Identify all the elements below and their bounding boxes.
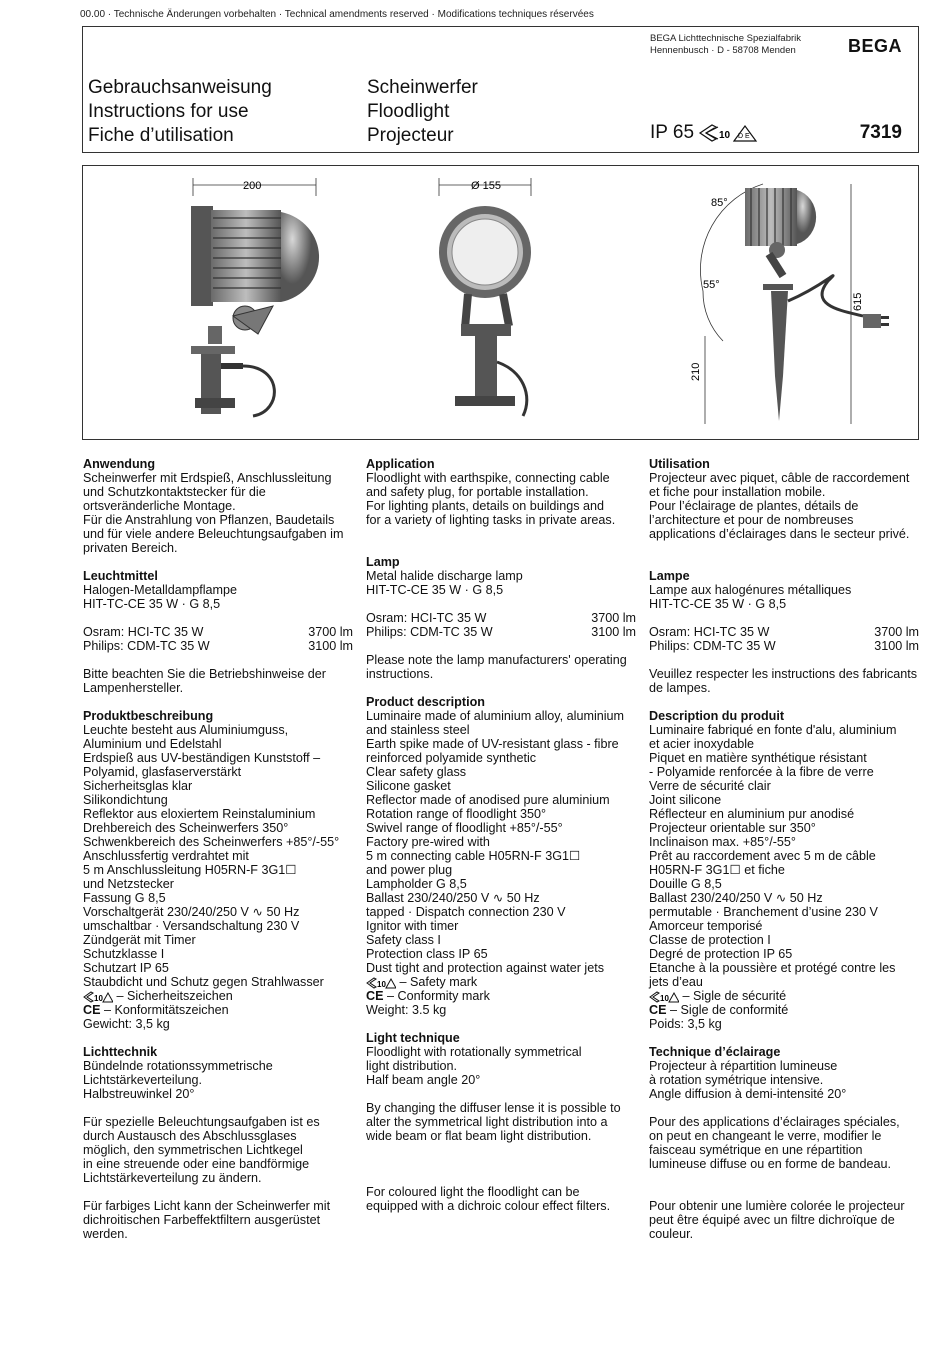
safety-mark-label: – Sicherheitszeichen xyxy=(116,989,233,1003)
ce-mark-line xyxy=(366,989,636,1003)
section-title: Lichttechnik xyxy=(83,1045,158,1059)
header-box xyxy=(82,26,919,153)
weight: Poids: 3,5 kg xyxy=(649,1017,722,1031)
company-name: BEGA Lichttechnische Spezialfabrik xyxy=(650,33,802,44)
angle-up: 85° xyxy=(711,197,728,209)
lamp-lumen: 3100 lm xyxy=(874,639,919,653)
section-text: Bündelnde rotationssymmetrische Lichtstärkeverteilung. Halbstreuwinkel 20° xyxy=(83,1059,273,1101)
dim-diameter: Ø 155 xyxy=(471,180,501,192)
lamp-lumen: 3700 lm xyxy=(591,611,636,625)
section-text: Für spezielle Beleuchtungsaufgaben ist es durch Austausch des Abschlussglases möglich, den symmetrischen Lichtkegel in eine streuende oder eine bandförmige Lichtstärkeverteilung zu ändern. xyxy=(83,1115,320,1185)
revision-line: 00.00 · Technische Änderungen vorbehalten · Technical amendments reserved · Modifications techniques réservées xyxy=(80,9,594,20)
lamp-name: Philips: CDM-TC 35 W xyxy=(366,625,493,639)
column-en xyxy=(366,457,636,1227)
section-title: Anwendung xyxy=(83,457,156,471)
svg-text:10: 10 xyxy=(660,993,669,1003)
section-title: Produktbeschreibung xyxy=(83,709,214,723)
doc-title-fr: Fiche d’utilisation xyxy=(88,125,234,146)
section-text: Pour obtenir une lumière colorée le projecteur peut être équipé avec un filtre dichroïque de couleur. xyxy=(649,1199,905,1241)
product-title-de: Scheinwerfer xyxy=(367,77,478,98)
column-fr xyxy=(649,457,919,1255)
weight: Weight: 3.5 kg xyxy=(366,1003,447,1017)
section-text: By changing the diffuser lense it is possible to alter the symmetrical light distribution into a wide beam or flat beam light distribution. xyxy=(366,1101,621,1143)
section-text: Pour des applications d’éclairages spéciales, on peut en changeant le verre, modifier le faisceau symétrique en une répartition lumineuse diffuse ou en forme de bandeau. xyxy=(649,1115,900,1171)
section-text: Halogen-Metalldampflampe HIT-TC-CE 35 W · G 8,5 xyxy=(83,583,238,611)
safety-mark-icon xyxy=(649,991,679,1003)
doc-title-en: Instructions for use xyxy=(88,101,249,122)
safety-mark-icon xyxy=(83,991,113,1003)
section-text: Luminaire made of aluminium alloy, aluminium and stainless steel Earth spike made of UV-resistant glass - fibre reinforced polyamide synthetic Clear safety glass Silicone gasket Reflector made of anodised pure aluminium Rotation range of floodlight 350° Swivel range of floodlight +85°/-55° Factory pre-wired with 5 m connecting cable H05RN-F 3G1☐ and power plug Lampholder G 8,5 Ballast 230/240/250 V ∿ 50 Hz tapped · Dispatch connection 230 V Ignitor with timer Safety class I Protection class IP 65 Dust tight and protection against water jets xyxy=(366,709,625,975)
section-title: Description du produit xyxy=(649,709,785,723)
front-view xyxy=(439,178,531,416)
lamp-row xyxy=(83,639,353,653)
ip-rating: IP 65 xyxy=(650,122,695,143)
ce-mark-icon: CE xyxy=(83,1003,101,1017)
ce-mark-label: – Konformitätszeichen xyxy=(104,1003,229,1017)
lamp-row xyxy=(366,625,636,639)
angle-down: 55° xyxy=(703,279,720,291)
lamp-lumen: 3700 lm xyxy=(308,625,353,639)
section-title: Lampe xyxy=(649,569,690,583)
safety-mark-icon xyxy=(698,123,760,143)
angled-view xyxy=(690,184,889,424)
company-address xyxy=(650,33,801,57)
dim-width: 200 xyxy=(243,180,262,192)
article-number: 7319 xyxy=(859,122,902,143)
weight: Gewicht: 3,5 kg xyxy=(83,1017,170,1031)
brand-logo: BEGA xyxy=(847,36,902,56)
safety-mark-number: 10 xyxy=(719,130,731,141)
section-text: Für farbiges Licht kann der Scheinwerfer mit dichroitischen Farbeffektfiltern ausgerüstet werden. xyxy=(83,1199,331,1241)
svg-text:10: 10 xyxy=(94,993,103,1003)
de-mark: D E xyxy=(738,133,750,140)
lamp-lumen: 3700 lm xyxy=(874,625,919,639)
section-text: Lampe aux halogénures métalliques HIT-TC-CE 35 W · G 8,5 xyxy=(649,583,852,611)
section-text: For coloured light the floodlight can be equipped with a dichroic colour effect filters. xyxy=(366,1185,611,1213)
side-view xyxy=(191,178,319,416)
lamp-row xyxy=(649,625,919,639)
doc-title-de: Gebrauchsanweisung xyxy=(88,77,272,98)
ce-mark-label: – Conformity mark xyxy=(387,989,490,1003)
section-text: Metal halide discharge lamp HIT-TC-CE 35 W · G 8,5 xyxy=(366,569,523,597)
safety-mark-line xyxy=(366,975,636,989)
safety-mark-line xyxy=(83,989,353,1003)
safety-mark-line xyxy=(649,989,919,1003)
safety-mark-label: – Safety mark xyxy=(399,975,478,989)
section-text: Luminaire fabriqué en fonte d'alu, aluminium et acier inoxydable Piquet en matière synthétique résistant - Polyamide renforcée à la fibre de verre Verre de sécurité clair Joint silicone Réflecteur en aluminium pur anodisé Projecteur orientable sur 350° Inclinaison max. +85°/-55° Prêt au raccordement avec 5 m de câble H05RN-F 3G1☐ et fiche Douille G 8,5 Ballast 230/240/250 V ∿ 50 Hz permutable · Branchement d’usine 230 V Amorceur temporisé Classe de protection I Degré de protection IP 65 Etanche à la poussière et protégé contre les jets d’eau xyxy=(649,723,897,989)
lamp-name: Osram: HCI-TC 35 W xyxy=(649,625,770,639)
ce-mark-icon: CE xyxy=(649,1003,667,1017)
ce-mark-line xyxy=(649,1003,919,1017)
drawing-canvas xyxy=(83,166,920,441)
lamp-row xyxy=(366,611,636,625)
section-title: Light technique xyxy=(366,1031,460,1045)
section-text: Please note the lamp manufacturers' operating instructions. xyxy=(366,653,627,681)
section-text: Veuillez respecter les instructions des fabricants de lampes. xyxy=(649,667,918,695)
lamp-row xyxy=(649,639,919,653)
product-title xyxy=(367,76,478,148)
lamp-name: Osram: HCI-TC 35 W xyxy=(83,625,204,639)
safety-mark-label: – Sigle de sécurité xyxy=(682,989,787,1003)
section-text: Floodlight with rotationally symmetrical light distribution. Half beam angle 20° xyxy=(366,1045,582,1087)
section-text: Bitte beachten Sie die Betriebshinweise der Lampenhersteller. xyxy=(83,667,326,695)
section-title: Lamp xyxy=(366,555,400,569)
section-text: Floodlight with earthspike, connecting cable and safety plug, for portable installation. For lighting plants, details on buildings and for a variety of lighting tasks in private areas. xyxy=(366,471,616,527)
lamp-name: Philips: CDM-TC 35 W xyxy=(83,639,210,653)
svg-text:10: 10 xyxy=(377,979,386,989)
section-title: Utilisation xyxy=(649,457,710,471)
section-text: Projecteur à répartition lumineuse à rotation symétrique intensive. Angle diffusion à demi-intensité 20° xyxy=(649,1059,847,1101)
lamp-row xyxy=(83,625,353,639)
safety-mark-icon xyxy=(366,977,396,989)
company-location: Hennenbusch · D - 58708 Menden xyxy=(650,45,796,56)
lamp-lumen: 3100 lm xyxy=(591,625,636,639)
technical-drawing xyxy=(82,165,919,440)
product-title-fr: Projecteur xyxy=(367,125,454,146)
product-title-en: Floodlight xyxy=(367,101,450,122)
dim-height: 615 xyxy=(852,292,864,311)
doc-title xyxy=(88,76,272,148)
ce-mark-line xyxy=(83,1003,353,1017)
section-text: Projecteur avec piquet, câble de raccordement et fiche pour installation mobile. Pour l’éclairage de plantes, détails de l’architecture et pour de nombreuses applications d’éclairages dans le secteur privé. xyxy=(649,471,910,541)
lamp-name: Philips: CDM-TC 35 W xyxy=(649,639,776,653)
section-title: Product description xyxy=(366,695,485,709)
section-text: Leuchte besteht aus Aluminiumguss, Aluminium und Edelstahl Erdspieß aus UV-beständigen Kunststoff – Polyamid, glasfaserverstärkt Sicherheitsglas klar Silikondichtung Reflektor aus eloxiertem Reinstaluminium Drehbereich des Scheinwerfers 350° Schwenkbereich des Scheinwerfers +85°/-55° Anschlussfertig verdrahtet mit 5 m Anschlussleitung H05RN-F 3G1☐ und Netzstecker Fassung G 8,5 Vorschaltgerät 230/240/250 V ∿ 50 Hz umschaltbar · Versandschaltung 230 V Zündgerät mit Timer Schutzklasse I Schutzart IP 65 Staubdicht und Schutz gegen Strahlwasser xyxy=(83,723,340,989)
lamp-lumen: 3100 lm xyxy=(308,639,353,653)
column-de xyxy=(83,457,353,1255)
section-title: Leuchtmittel xyxy=(83,569,158,583)
section-title: Technique d’éclairage xyxy=(649,1045,781,1059)
ce-mark-icon: CE xyxy=(366,989,384,1003)
protection-rating xyxy=(650,122,760,144)
ce-mark-label: – Sigle de conformité xyxy=(670,1003,789,1017)
section-text: Scheinwerfer mit Erdspieß, Anschlussleitung und Schutzkontaktstecker für die ortsveränderliche Montage. Für die Anstrahlung von Pflanzen, Baudetails und für viele andere Beleuchtungsaufgaben im privaten Bereich. xyxy=(83,471,344,555)
section-title: Application xyxy=(366,457,435,471)
lamp-name: Osram: HCI-TC 35 W xyxy=(366,611,487,625)
dim-spike: 210 xyxy=(690,362,702,381)
